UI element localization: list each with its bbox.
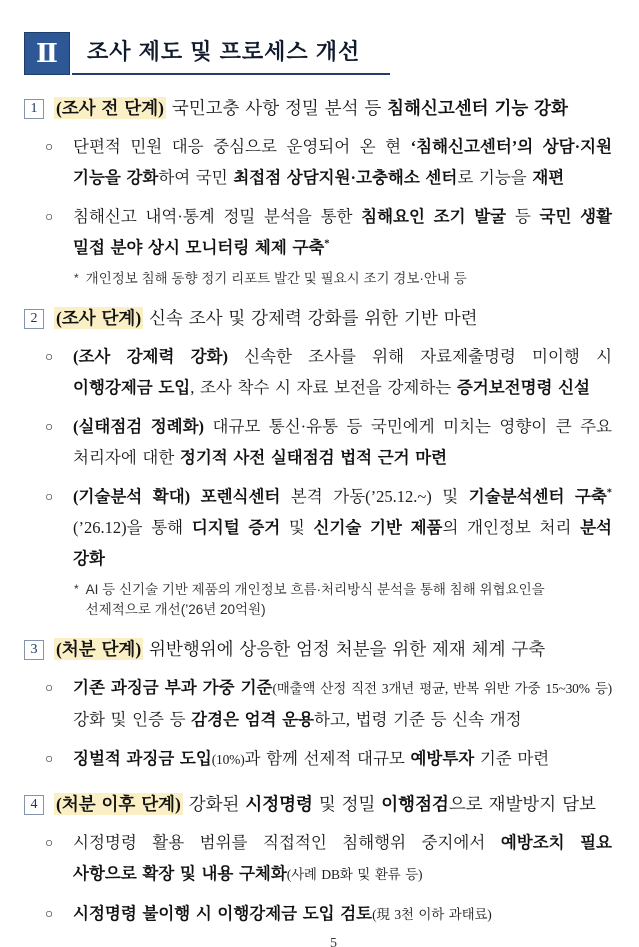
text-segment: (매출액 산정 직전 3개년 평균, 반복 위반 가중 15~30% 등) bbox=[272, 681, 612, 696]
circle-bullet-icon: ○ bbox=[45, 835, 54, 850]
highlighted-phrase: (처분 단계) bbox=[56, 639, 142, 659]
text-segment: 시정명령 bbox=[245, 794, 313, 814]
bullet-item bbox=[45, 481, 612, 574]
footnote bbox=[74, 580, 610, 620]
bullet-item bbox=[45, 341, 612, 403]
text-segment: 으로 재발방지 담보 bbox=[448, 794, 596, 814]
bullet-text bbox=[73, 131, 612, 193]
section-heading bbox=[24, 303, 612, 333]
text-segment: 및 정밀 bbox=[312, 794, 382, 814]
text-segment: (10%) bbox=[211, 752, 245, 767]
text-segment: 분석 강화 bbox=[73, 518, 612, 568]
text-segment: (조사 강제력 강화) bbox=[73, 347, 228, 366]
highlighted-phrase: (처분 이후 단계) bbox=[56, 794, 181, 814]
text-segment: (現 3천 이하 과태료) bbox=[372, 907, 492, 922]
text-segment: 침해신고 내역·통계 정밀 분석을 통한 bbox=[73, 207, 362, 226]
section-2 bbox=[24, 303, 612, 620]
bullet-item bbox=[45, 827, 612, 890]
section-heading bbox=[24, 634, 612, 664]
bullet-text bbox=[73, 201, 612, 263]
text-segment: (사례 DB화 및 환류 등) bbox=[286, 867, 423, 882]
text-segment: 등 bbox=[506, 207, 540, 226]
text-segment: 강화 및 인증 등 bbox=[73, 710, 192, 729]
text-segment: 국민고충 사항 정밀 분석 등 bbox=[165, 98, 388, 118]
section-4 bbox=[24, 789, 612, 930]
text-segment: , 조사 착수 시 자료 보전을 강제하는 bbox=[190, 378, 457, 397]
section-header bbox=[24, 32, 612, 75]
text-segment: AI 등 신기술 기반 제품의 개인정보 흐름·처리방식 분석을 통해 침해 위협요인을 선제적으로 개선(’26년 20억원) bbox=[85, 582, 545, 617]
text-segment: 위반행위에 상응한 엄정 처분을 위한 제재 체계 구축 bbox=[143, 639, 546, 659]
text-segment: 감경은 엄격 운용 bbox=[191, 710, 314, 729]
section-heading bbox=[24, 789, 612, 819]
bullet-item bbox=[45, 201, 612, 263]
text-segment: (기술분석 확대) bbox=[73, 487, 191, 506]
text-segment: (실태점검 정례화) bbox=[73, 417, 205, 436]
circle-bullet-icon: ○ bbox=[45, 489, 54, 504]
bullet-text bbox=[73, 743, 612, 775]
section-3 bbox=[24, 634, 612, 775]
footnote-ref-asterisk: * bbox=[324, 238, 330, 250]
item-number-badge: 4 bbox=[24, 795, 44, 815]
footnote-text bbox=[86, 269, 610, 289]
text-segment bbox=[190, 487, 201, 506]
item-number-badge: 1 bbox=[24, 99, 44, 119]
circle-bullet-icon: ○ bbox=[45, 906, 54, 921]
text-segment: 기준 마련 bbox=[474, 749, 550, 768]
text-segment: 신기술 기반 제품 bbox=[313, 518, 443, 537]
circle-bullet-icon: ○ bbox=[45, 680, 54, 695]
text-segment: 침해신고센터 기능 강화 bbox=[387, 98, 568, 118]
circle-bullet-icon: ○ bbox=[45, 751, 54, 766]
text-segment: 징벌적 과징금 도입 bbox=[73, 749, 212, 768]
bullet-item bbox=[45, 672, 612, 735]
section-1 bbox=[24, 93, 612, 289]
circle-bullet-icon: ○ bbox=[45, 419, 54, 434]
text-segment: ‘침해신고센터’의 상담·지원 기능을 강화 bbox=[73, 137, 613, 187]
page-number: 5 bbox=[330, 936, 337, 947]
bullet-text bbox=[73, 481, 612, 574]
text-segment: 이행강제금 도입 bbox=[73, 378, 191, 397]
text-segment: 하여 국민 bbox=[158, 168, 234, 187]
text-segment: 신속한 조사를 위해 자료제출명령 미이행 시 bbox=[227, 347, 613, 366]
text-segment: 하고, 법령 기준 등 신속 개정 bbox=[313, 710, 522, 729]
text-segment: 디지털 증거 bbox=[191, 518, 281, 537]
text-segment: 대규모 통신·유통 등 국민에게 미치는 영향이 큰 주요 처리자에 대한 bbox=[73, 417, 612, 467]
highlighted-phrase: (조사 단계) bbox=[56, 308, 142, 328]
text-segment: 로 기능을 bbox=[457, 168, 533, 187]
bullet-text bbox=[73, 341, 612, 403]
text-segment: 예방투자 bbox=[410, 749, 475, 768]
section-numeral: Ⅱ bbox=[36, 38, 58, 68]
text-segment: 포렌식센터 bbox=[200, 487, 281, 506]
section-heading-text bbox=[54, 638, 545, 660]
text-segment: 단편적 민원 대응 중심으로 운영되어 온 현 bbox=[73, 137, 411, 156]
bullet-item bbox=[45, 411, 612, 473]
footnote bbox=[74, 269, 610, 289]
section-heading bbox=[24, 93, 612, 123]
bullet-item bbox=[45, 131, 612, 193]
text-segment: 최접점 상담지원·고충해소 센터 bbox=[233, 168, 458, 187]
section-heading-text bbox=[54, 307, 478, 329]
bullet-item bbox=[45, 898, 612, 930]
bullet-item bbox=[45, 743, 612, 775]
section-numeral-badge bbox=[24, 32, 70, 75]
highlighted-phrase: (조사 전 단계) bbox=[56, 98, 164, 118]
text-segment: 의 개인정보 처리 bbox=[442, 518, 581, 537]
item-number-badge: 2 bbox=[24, 309, 44, 329]
text-segment: 예방조치 필요 사항으로 확장 및 내용 구체화 bbox=[73, 833, 612, 883]
bullet-text bbox=[73, 898, 612, 930]
circle-bullet-icon: ○ bbox=[45, 139, 54, 154]
text-segment: 및 bbox=[280, 518, 314, 537]
text-segment: 시정명령 활용 범위를 직접적인 침해행위 중지에서 bbox=[73, 833, 501, 852]
text-segment: 본격 가동(’25.12.~) 및 bbox=[280, 487, 469, 506]
text-segment: 침해요인 조기 발굴 bbox=[361, 207, 507, 226]
page-title: 조사 제도 및 프로세스 개선 bbox=[87, 39, 361, 64]
bullet-text bbox=[73, 827, 612, 890]
circle-bullet-icon: ○ bbox=[45, 209, 54, 224]
text-segment: 국민 생활 밀접 분야 상시 모니터링 체제 구축 bbox=[73, 207, 612, 257]
text-segment: 정기적 사전 실태점검 법적 근거 마련 bbox=[179, 448, 448, 467]
text-segment: 신속 조사 및 강제력 강화를 위한 기반 마련 bbox=[143, 308, 478, 328]
footnote-ref-asterisk: * bbox=[606, 487, 613, 499]
bullet-text bbox=[73, 672, 612, 735]
text-segment: 개인정보 침해 동향 정기 리포트 발간 및 필요시 조기 경보·안내 등 bbox=[85, 271, 467, 286]
text-segment: 강화된 bbox=[182, 794, 246, 814]
text-segment: 기술분석센터 구축 bbox=[468, 487, 607, 506]
section-heading-text bbox=[54, 793, 596, 815]
text-segment: 기존 과징금 부과 가중 기준 bbox=[73, 678, 273, 697]
title-underline bbox=[72, 32, 390, 75]
item-number-badge: 3 bbox=[24, 640, 44, 660]
asterisk-icon: * bbox=[74, 582, 79, 596]
text-segment: 이행점검 bbox=[381, 794, 449, 814]
text-segment: 재편 bbox=[532, 168, 565, 187]
document-sections bbox=[24, 93, 612, 930]
circle-bullet-icon: ○ bbox=[45, 349, 54, 364]
text-segment: 시정명령 불이행 시 이행강제금 도입 검토 bbox=[73, 904, 373, 923]
bullet-text bbox=[73, 411, 612, 473]
section-heading-text bbox=[54, 97, 568, 119]
footnote-text bbox=[86, 580, 610, 620]
text-segment: 증거보전명령 신설 bbox=[456, 378, 590, 397]
text-segment: 과 함께 선제적 대규모 bbox=[244, 749, 411, 768]
text-segment: (’26.12)을 통해 bbox=[73, 518, 192, 537]
asterisk-icon: * bbox=[74, 271, 79, 285]
